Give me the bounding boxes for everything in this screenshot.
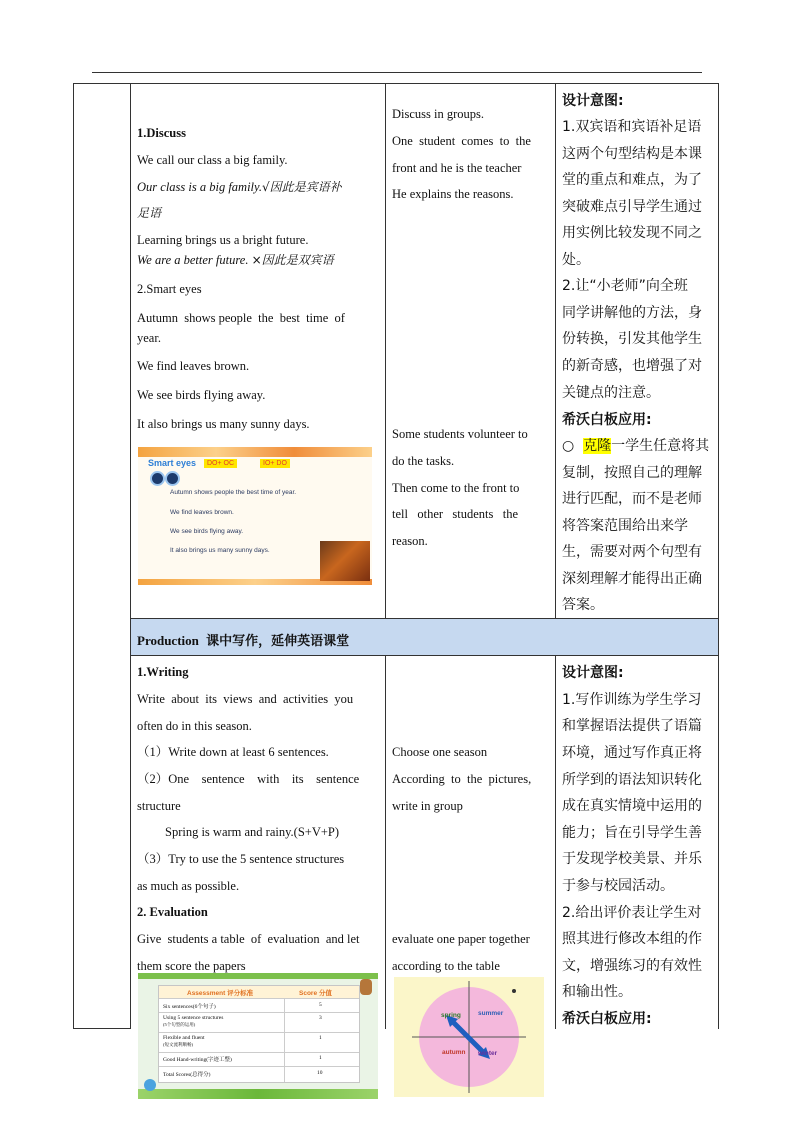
intent-heading: 希沃白板应用: [562,412,652,428]
teacher-line: We find leaves brown. [137,359,250,373]
season-summer: summer [478,1010,504,1017]
slide-sentence: It also brings us many sunny days. [170,547,270,554]
intent-line: 2.让“小老师”向全班 [562,278,688,294]
assessment-score: 1 [319,1035,322,1041]
table-right-border [718,83,719,1029]
writing-line: Give students a table of evaluation and let [137,932,360,946]
autumn-window-photo [320,541,370,581]
slide-grass-top [138,973,378,979]
intent-heading: 设计意图: [562,665,624,681]
intent-line: 生，需要对两个句型有 [562,544,702,560]
intent-line: 的新奇感，也增强了对 [562,358,702,374]
section-label-cn: 课中写作，延伸英语课堂 [206,634,350,649]
assessment-score-header: Score 分值 [299,990,332,997]
intent-line: 同学讲解他的方法，身 [562,305,702,321]
intent-line: 所学到的语法知识转化 [562,772,702,788]
season-spring: spring [441,1012,461,1019]
intent-line: 关键点的注意。 [562,385,660,401]
intent-line: 进行匹配，而不是老师 [562,491,702,507]
student-line: evaluate one paper together [392,932,530,946]
teacher-line: We see birds flying away. [137,388,266,402]
teacher-line: Learning brings us a bright future. [137,233,309,247]
assessment-sub: (5个句型的运用) [163,1022,196,1027]
student-line: Then come to the front to [392,481,520,495]
intent-line: 环境，通过写作真正将 [562,745,702,761]
assessment-item: Total Scores(总得分) [163,1072,211,1078]
col-divider-2 [385,83,386,618]
teacher-line: Autumn shows people the best time of [137,311,345,325]
example-note: √因此是宾语补 [262,180,342,194]
assessment-sub: (短文流利顺畅) [163,1042,193,1047]
writing-line: as much as possible. [137,879,240,893]
section-label-en: Production [137,633,199,648]
col-divider-1 [130,83,131,1029]
intent-line: 于发现学校美景、并乐 [562,851,702,867]
teacher-line: year. [137,331,161,345]
assessment-row-line [159,1012,359,1013]
intent-line: 复制，按照自己的理解 [562,465,702,481]
writing-line: them score the papers [137,959,246,973]
writing-line: Write about its views and activities you [137,692,354,706]
cartoon-icon [144,1079,156,1091]
assessment-row-line [159,1032,359,1033]
teacher-line: 足语 [137,206,162,220]
assessment-score: 5 [319,1002,322,1008]
assessment-score: 3 [319,1015,322,1021]
student-line: Choose one season [392,745,488,759]
bullet-icon: ○ [562,438,575,454]
intent-heading: 设计意图: [562,93,624,109]
student-line: reason. [392,534,428,548]
intent-line: 2.给出评价表让学生对 [562,905,702,921]
season-autumn: autumn [442,1049,466,1056]
eye-icon [150,471,165,486]
intent-heading: 希沃白板应用: [562,1011,652,1027]
season-winter: winter [478,1050,498,1057]
table-top-border [73,83,719,84]
student-line: front and he is the teacher [392,161,522,175]
assessment-item: Using 5 sentence structures [163,1015,224,1021]
slide-top-stripe [138,447,372,457]
intent-line: 照其进行修改本组的作 [562,931,702,947]
teacher-line: It also brings us many sunny days. [137,417,310,431]
intent-line: 1.写作训练为学生学习 [562,692,702,708]
student-line: He explains the reasons. [392,187,514,201]
teacher-line: We call our class a big family. [137,153,288,167]
writing-title: 1.Writing [137,665,189,679]
col-divider-3 [555,83,556,618]
table-left-border [73,83,74,1029]
intent-line: 和掌握语法提供了语篇 [562,718,702,734]
assessment-score: 10 [317,1070,323,1076]
assessment-row-line [159,1066,359,1067]
student-line: tell other students the [392,507,519,521]
dot-icon [512,989,516,993]
col-divider-3b [555,655,556,1029]
example-sentence: Our class is a big family. [137,180,263,194]
intent-line: 文，增强练习的有效性 [562,958,702,974]
intent-line: 份转换，引发其他学生 [562,331,702,347]
writing-line: often do in this season. [137,719,252,733]
assessment-score: 1 [319,1055,322,1061]
slide-title: Smart eyes [148,458,197,468]
evaluation-title: 2. Evaluation [137,905,208,919]
example-note: ×因此是双宾语 [251,253,334,267]
student-line: write in group [392,799,463,813]
slide-sentence: We find leaves brown. [170,509,234,516]
clone-highlight: 克隆 [583,438,612,454]
intent-line: 用实例比较发现不同之 [562,225,702,241]
slide-grass-bottom [138,1089,378,1099]
intent-line: 1.双宾语和宾语补足语 [562,119,702,135]
discuss-title: 1.Discuss [137,126,186,140]
tag-do-oc: DO+ OC [204,459,237,468]
intent-line: 于参与校园活动。 [562,878,674,894]
tag-io-do: IO+ DO [260,459,290,468]
assessment-row-line [159,998,359,999]
assessment-col-line [284,998,285,1082]
slide-sentence: Autumn shows people the best time of year. [170,489,297,496]
student-line: do the tasks. [392,454,455,468]
teacher-line [137,252,334,268]
writing-line: （3）Try to use the 5 sentence structures [137,852,345,866]
intent-line: 堂的重点和难点，为了 [562,172,702,188]
intent-line: 处。 [562,252,590,268]
example-sentence: We are a better future. [137,253,249,267]
student-line: According to the pictures, [392,772,532,786]
writing-line: structure [137,799,181,813]
slide-sentence: We see birds flying away. [170,528,244,535]
intent-line: 答案。 [562,597,604,613]
header-rule [92,72,702,73]
student-line: Discuss in groups. [392,107,485,121]
intent-line: 将答案范围给出来学 [562,518,688,534]
eye-icon [165,471,180,486]
season-wheel [394,977,544,1097]
student-line: according to the table [392,959,500,973]
band-top [131,618,718,619]
student-line: One student comes to the [392,134,531,148]
assessment-item: Good Hand-writing(字迹工整) [163,1057,232,1063]
intent-line: 成在真实情境中运用的 [562,798,702,814]
intent-line: 深刻理解才能得出正确 [562,571,702,587]
teacher-line [137,179,342,195]
section-title [137,630,349,649]
writing-line: （2）One sentence with its sentence [137,772,360,786]
assessment-title: Assessment 评分标准 [187,990,254,997]
intent-line [562,437,709,455]
student-line: Some students volunteer to [392,427,528,441]
band-bottom [131,655,718,656]
assessment-row-line [159,1052,359,1053]
assessment-table [158,985,360,1083]
smart-eyes-title: 2.Smart eyes [137,282,202,296]
writing-line: （1）Write down at least 6 sentences. [137,745,329,759]
intent-line: 和输出性。 [562,984,632,1000]
monkey-icon [360,979,372,995]
assessment-slide [138,973,378,1099]
writing-line: Spring is warm and rainy.(S+V+P) [165,825,340,839]
assessment-item: Flexible and fluent [163,1035,205,1041]
smart-eyes-slide [138,447,372,585]
col-divider-2b [385,655,386,1029]
table-left-bottom [73,1028,131,1029]
intent-text: 一学生任意将其 [611,438,710,454]
assessment-item: Six sentences(6个句子) [163,1004,216,1010]
intent-line: 突破难点引导学生通过 [562,199,702,215]
season-wheel-slide [394,977,544,1097]
intent-line: 能力；旨在引导学生善 [562,825,702,841]
intent-line: 这两个句型结构是本课 [562,146,702,162]
